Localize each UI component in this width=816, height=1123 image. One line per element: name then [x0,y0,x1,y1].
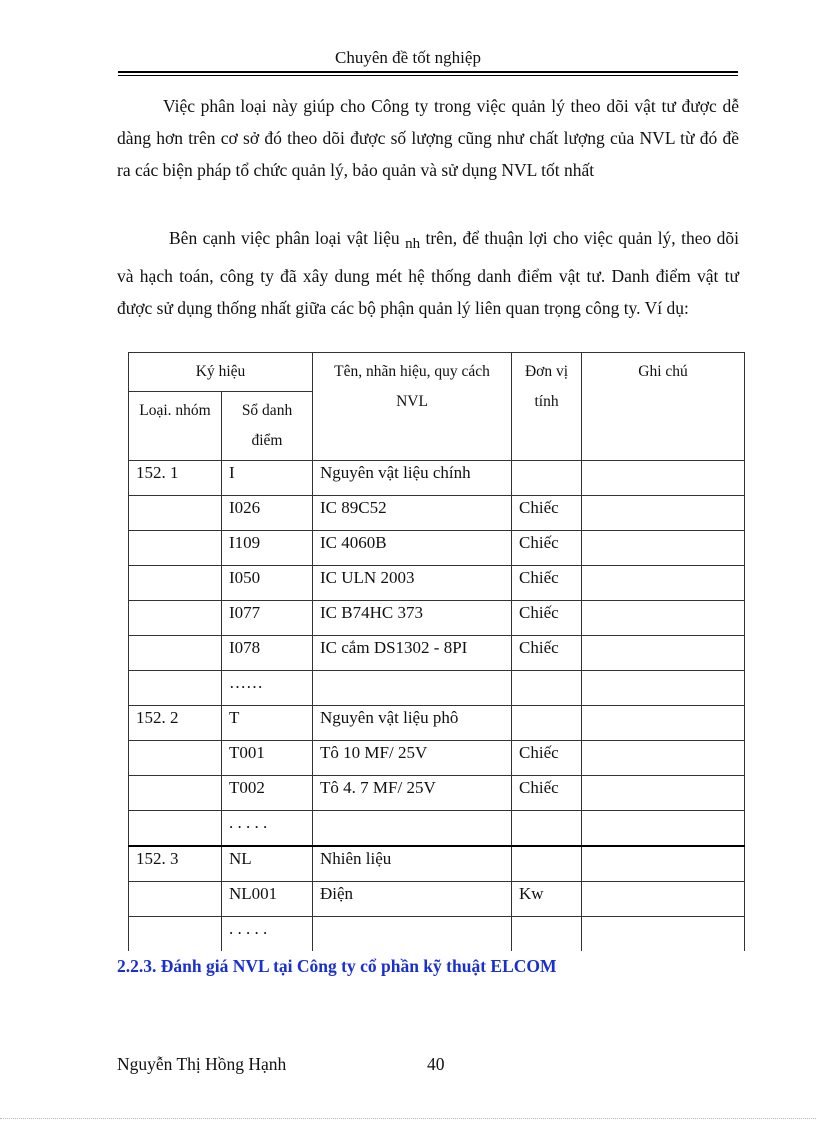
table-row [129,776,745,811]
cell-note [582,917,745,952]
cell-code: I050 [222,566,313,601]
cell-unit [512,671,582,706]
cell-group: 152. 1 [129,461,222,496]
table-row [129,846,745,882]
cell-name [313,671,512,706]
cell-group [129,496,222,531]
cell-unit [512,917,582,952]
header-group: Loại. nhóm [129,392,222,461]
cell-name: Nhiên liệu [313,846,512,882]
header-code: Sổ danh điểm [222,392,313,461]
cell-note [582,741,745,776]
paragraph-part: trên, để thuận lợi cho việc quản lý, theo dõi và hạch toán, công ty đã xây dung mét hệ thống danh điểm vật tư. Danh điểm vật tư được sử dụng thống nhất giữa các bộ phận quản lý liên quan trọng công ty. Ví dụ: [117,228,739,318]
cell-note [582,811,745,847]
table-row [129,741,745,776]
header-unit: Đơn vị tính [512,353,582,461]
table-row [129,566,745,601]
cell-code: I [222,461,313,496]
cell-name: IC ULN 2003 [313,566,512,601]
cell-name: Tô 10 MF/ 25V [313,741,512,776]
cell-code: . . . . . [222,917,313,952]
cell-note [582,671,745,706]
header-note: Ghi chú [582,353,745,461]
table-row [129,531,745,566]
cell-code: I077 [222,601,313,636]
cell-group [129,601,222,636]
cell-group [129,636,222,671]
table-row [129,882,745,917]
cell-name: Nguyên vật liệu chính [313,461,512,496]
cell-group: 152. 2 [129,706,222,741]
cell-note [582,496,745,531]
cell-note [582,776,745,811]
cell-unit: Chiếc [512,566,582,601]
cell-unit: Kw [512,882,582,917]
page-header-title: Chuyên đề tốt nghiệp [335,48,481,67]
cell-code: I078 [222,636,313,671]
table-row [129,636,745,671]
table-row [129,811,745,847]
cell-name [313,811,512,847]
cell-group [129,811,222,847]
cell-unit [512,461,582,496]
cell-name [313,917,512,952]
cell-group [129,531,222,566]
header-rule-thin [118,75,738,76]
header-rule-thick [118,71,738,73]
cell-group [129,566,222,601]
cell-name: IC cắm DS1302 - 8PI [313,636,512,671]
paragraph-part: Bên cạnh việc phân loại vật liệu [169,228,406,248]
cell-group [129,882,222,917]
cell-group [129,917,222,952]
header-name: Tên, nhãn hiệu, quy cách NVL [313,353,512,461]
cell-unit: Chiếc [512,496,582,531]
cell-unit [512,811,582,847]
cell-note [582,566,745,601]
cell-unit: Chiếc [512,636,582,671]
cell-code: …… [222,671,313,706]
cell-group [129,741,222,776]
paragraph-classification: Việc phân loại này giúp cho Công ty trong việc quản lý theo dõi vật tư được dễ dàng hơn trên cơ sở đó theo dõi được số lượng cũng như chất lượng của NVL từ đó đề ra các biện pháp tổ chức quản lý, bảo quản và sử dụng NVL tốt nhất [117,96,739,180]
cell-unit: Chiếc [512,776,582,811]
cell-group [129,776,222,811]
page-bottom-border [0,1118,816,1119]
cell-note [582,461,745,496]
cell-unit [512,706,582,741]
cell-unit: Chiếc [512,741,582,776]
table-row [129,496,745,531]
table-row [129,601,745,636]
cell-code: NL [222,846,313,882]
paragraph-material-codes [117,222,739,324]
cell-code: . . . . . [222,811,313,847]
header-symbol: Ký hiệu [129,353,313,392]
cell-name: IC B74HC 373 [313,601,512,636]
cell-name: Nguyên vật liệu phô [313,706,512,741]
table-row [129,671,745,706]
table-row [129,706,745,741]
cell-unit [512,846,582,882]
footer-author: Nguyễn Thị Hồng Hạnh [117,1054,287,1074]
cell-name: IC 89C52 [313,496,512,531]
cell-unit: Chiếc [512,601,582,636]
cell-name: Điện [313,882,512,917]
cell-note [582,706,745,741]
cell-note [582,531,745,566]
cell-code: I026 [222,496,313,531]
paragraph-subscript: nh [405,236,421,252]
table-row [129,461,745,496]
page-number: 40 [427,1054,445,1074]
cell-code: T001 [222,741,313,776]
cell-note [582,846,745,882]
cell-note [582,636,745,671]
cell-code: T002 [222,776,313,811]
section-heading: 2.2.3. Đánh giá NVL tại Công ty cổ phần kỹ thuật ELCOM [117,956,557,976]
cell-note [582,601,745,636]
cell-code: T [222,706,313,741]
cell-unit: Chiếc [512,531,582,566]
cell-group [129,671,222,706]
cell-code: NL001 [222,882,313,917]
cell-name: Tô 4. 7 MF/ 25V [313,776,512,811]
table-row [129,917,745,952]
cell-group: 152. 3 [129,846,222,882]
cell-note [582,882,745,917]
cell-code: I109 [222,531,313,566]
cell-name: IC 4060B [313,531,512,566]
material-code-table [128,352,745,951]
